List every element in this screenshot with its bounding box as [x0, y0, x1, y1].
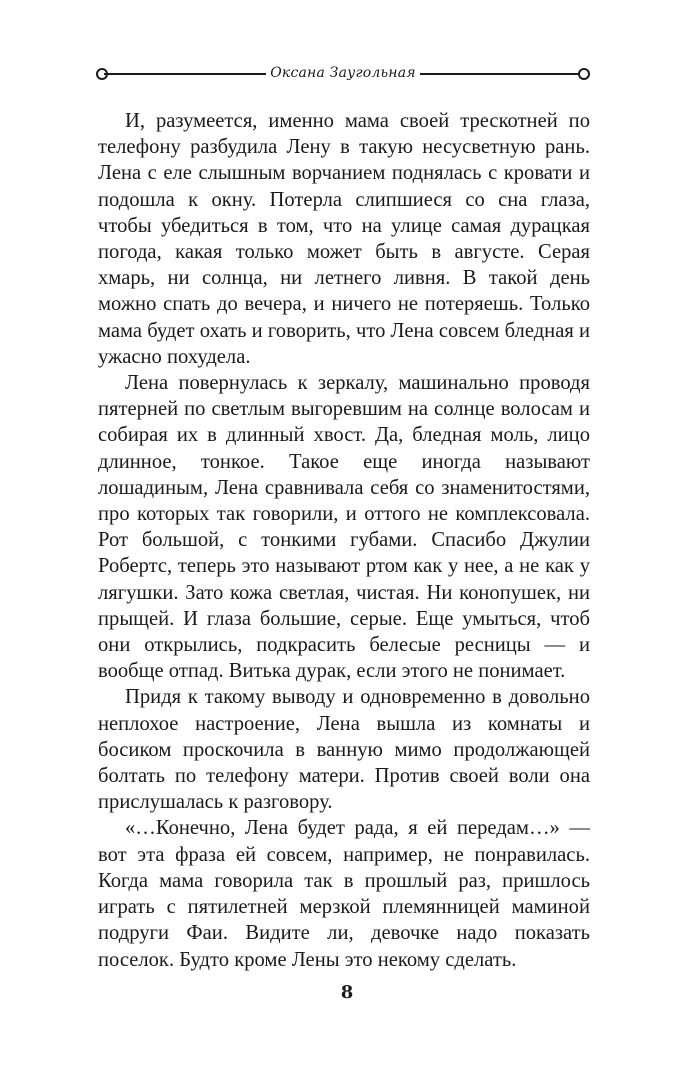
ornament-line-right: [420, 73, 582, 75]
ornament-line-left: [104, 73, 266, 75]
header-author: Оксана Заугольная: [270, 65, 416, 81]
paragraph: И, разумеется, именно мама своей трескотней по телефону разбудила Лену в такую несусветную рань. Лена с еле слышным ворчанием поднялась с кровати и подошла к окну. Потерла слипшиеся со сна глаза, чтобы убедиться в том, что на улице самая дурацкая погода, какая только может быть в августе. Серая хмарь, ни солнца, ни летнего ливня. В такой день можно спать до вечера, и ничего не потеряешь. Только мама будет охать и говорить, что Лена совсем бледная и ужасно похудела.: [98, 110, 590, 368]
paragraph: Придя к такому выводу и одновременно в довольно неплохое настроение, Лена вышла из комнаты и босиком проскочила в ванную мимо продолжающей болтать по телефону матери. Против своей воли она прислушалась к разговору.: [98, 686, 590, 814]
page-body: [98, 108, 590, 973]
running-header: [96, 62, 590, 86]
ornament-dot-right: [578, 68, 590, 80]
page-number: 8: [340, 982, 354, 1003]
paragraph: «…Конечно, Лена будет рада, я ей передам…» — вот эта фраза ей совсем, например, не понравилась. Когда мама говорила так в прошлый раз, пришлось играть с пятилетней мерзкой племянницей маминой подруги Фаи. Видите ли, девочке надо показать поселок. Будто кроме Лены это некому сделать.: [98, 817, 590, 971]
paragraph: Лена повернулась к зеркалу, машинально проводя пятерней по светлым выгоревшим на солнце волосам и собирая их в длинный хвост. Да, бледная моль, лицо длинное, тонкое. Такое еще иногда называют лошадиным, Лена сравнивала себя со знаменитостями, про которых так говорили, и оттого не комплексовала. Рот большой, с тонкими губами. Спасибо Джулии Робертс, теперь это называют ртом как у нее, а не как у лягушки. Зато кожа светлая, чистая. Ни конопушек, ни прыщей. И глаза большие, серые. Еще умыться, чтоб они открылись, подкрасить белесые ресницы — и вообще отпад. Витька дурак, если этого не понимает.: [98, 372, 590, 683]
